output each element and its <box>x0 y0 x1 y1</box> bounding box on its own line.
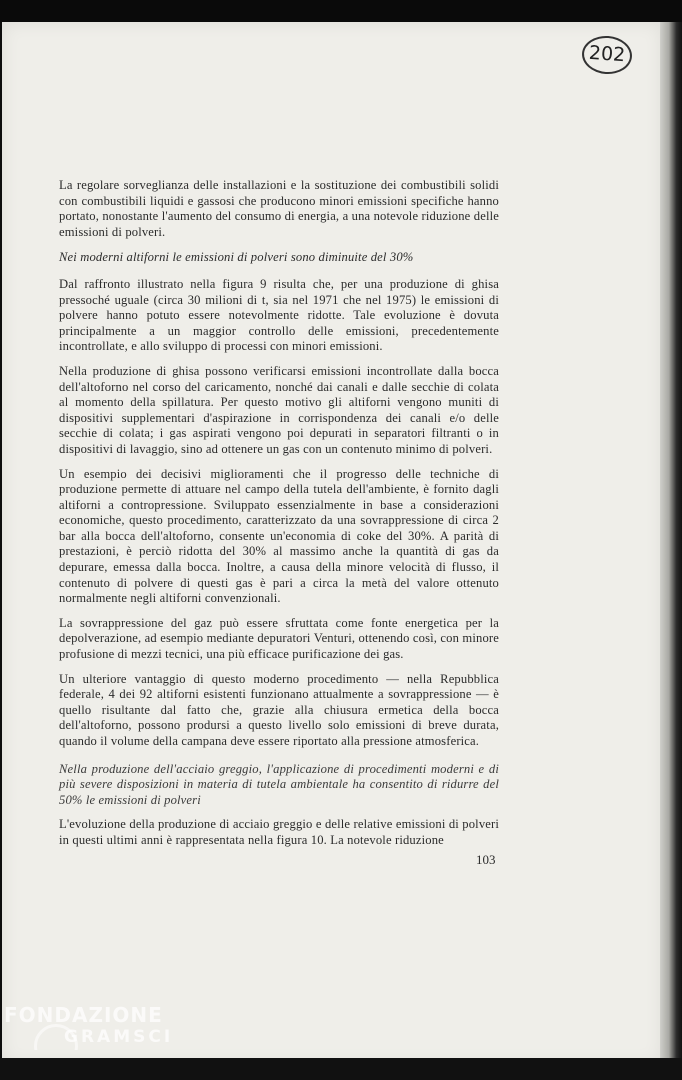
paragraph-sovrappressione: La sovrappressione del gaz può essere sfruttata come fonte energetica per la depolverazione, ad esempio mediante depuratori Venturi, ottenendo così, con minore profusione di mezzi tecnici, una più efficace purificazione dei gas. <box>59 615 499 662</box>
paragraph-intro: La regolare sorveglianza delle installazioni e la sostituzione dei combustibili solidi con combustibili liquidi e gassosi che producono minori emissioni specifiche hanno portato, nonostante l'aumento del consumo di energia, a una notevole riduzione delle emissioni di polveri. <box>59 178 499 239</box>
paragraph-figure-10: L'evoluzione della produzione di acciaio greggio e delle relative emissioni di polveri in questi ultimi anni è rappresentata nella figura 10. La notevole riduzione <box>59 817 499 847</box>
watermark-line-2: GRAMSCI <box>64 1027 174 1047</box>
watermark-line-1: FONDAZIONE <box>4 1003 163 1027</box>
section-heading-altiforni: Nei moderni altiforni le emissioni di polveri sono diminuite del 30% <box>59 250 414 265</box>
scanner-top-border <box>0 0 682 22</box>
document-page <box>2 22 662 1064</box>
section-heading-acciaio: Nella produzione dell'acciaio greggio, l'applicazione di procedimenti moderni e di più severe disposizioni in materia di tutela ambientale ha consentito di ridurre del 50% le emissioni di polveri <box>59 761 499 807</box>
fondazione-gramsci-watermark <box>4 1004 184 1050</box>
paragraph-vantaggio: Un ulteriore vantaggio di questo moderno procedimento — nella Repubblica federale, 4 dei 92 altiforni esistenti funzionano attualmente a sovrappressione — è quello risultante dal fatto che, grazie alla chiusura ermetica della bocca dell'altoforno, possono prodursi a questo livello solo emissioni di breve durata, quando il volume della campana deve essere riportato alla pressione atmosferica. <box>59 671 499 748</box>
page-number: 103 <box>476 852 496 867</box>
archive-stamp-number: 202 <box>581 34 634 75</box>
paragraph-contropressione: Un esempio dei decisivi miglioramenti che il progresso delle techniche di produzione permette di attuare nel campo della tutela dell'ambiente, è fornito dagli altiforni a contropressione. Sviluppato essenzialmente in base a considerazioni economiche, questo procedimento, caratterizzato da una sovrappressione di circa 2 bar alla bocca dell'altoforno, consente un'economia di coke del 30%. A parità di prestazioni, è perciò ridotta del 30% al massimo anche la quantità di gas da depurare, emessa dalla bocca. Inoltre, a causa della minore velocità di flusso, il contenuto di polvere di questi gas è pari a circa la metà del valore ottenuto normalmente negli altiforni convenzionali. <box>59 466 499 606</box>
page-edge-shadow <box>660 22 682 1064</box>
paragraph-emissioni-incontrollate: Nella produzione di ghisa possono verificarsi emissioni incontrollate dalla bocca dell'altoforno nel corso del caricamento, nonché dai canali e dalle secchie di colata al momento della spillatura. Per questo motivo gli altiforni vengono muniti di dispositivi supplementari d'aspirazione in corrispondenza dei canali e/o delle secchie di colata; i gas aspirati vengono poi depurati in separatori filtranti o in dispositivi di lavaggio, sino ad ottenere un gas con un contenuto minimo di polveri. <box>59 363 499 456</box>
body-text <box>59 178 499 858</box>
scanner-bottom-border <box>0 1058 682 1080</box>
paragraph-figure-9: Dal raffronto illustrato nella figura 9 risulta che, per una produzione di ghisa pressoché uguale (circa 30 milioni di t, sia nel 1971 che nel 1975) le emissioni di polvere hanno potuto essere notevolmente ridotte. Tale evoluzione è dovuta principalmente a un maggior controllo delle emissioni, precedentemente incontrollate, e allo sviluppo di processi con minori emissioni. <box>59 276 499 354</box>
watermark-logo <box>4 1004 180 1050</box>
